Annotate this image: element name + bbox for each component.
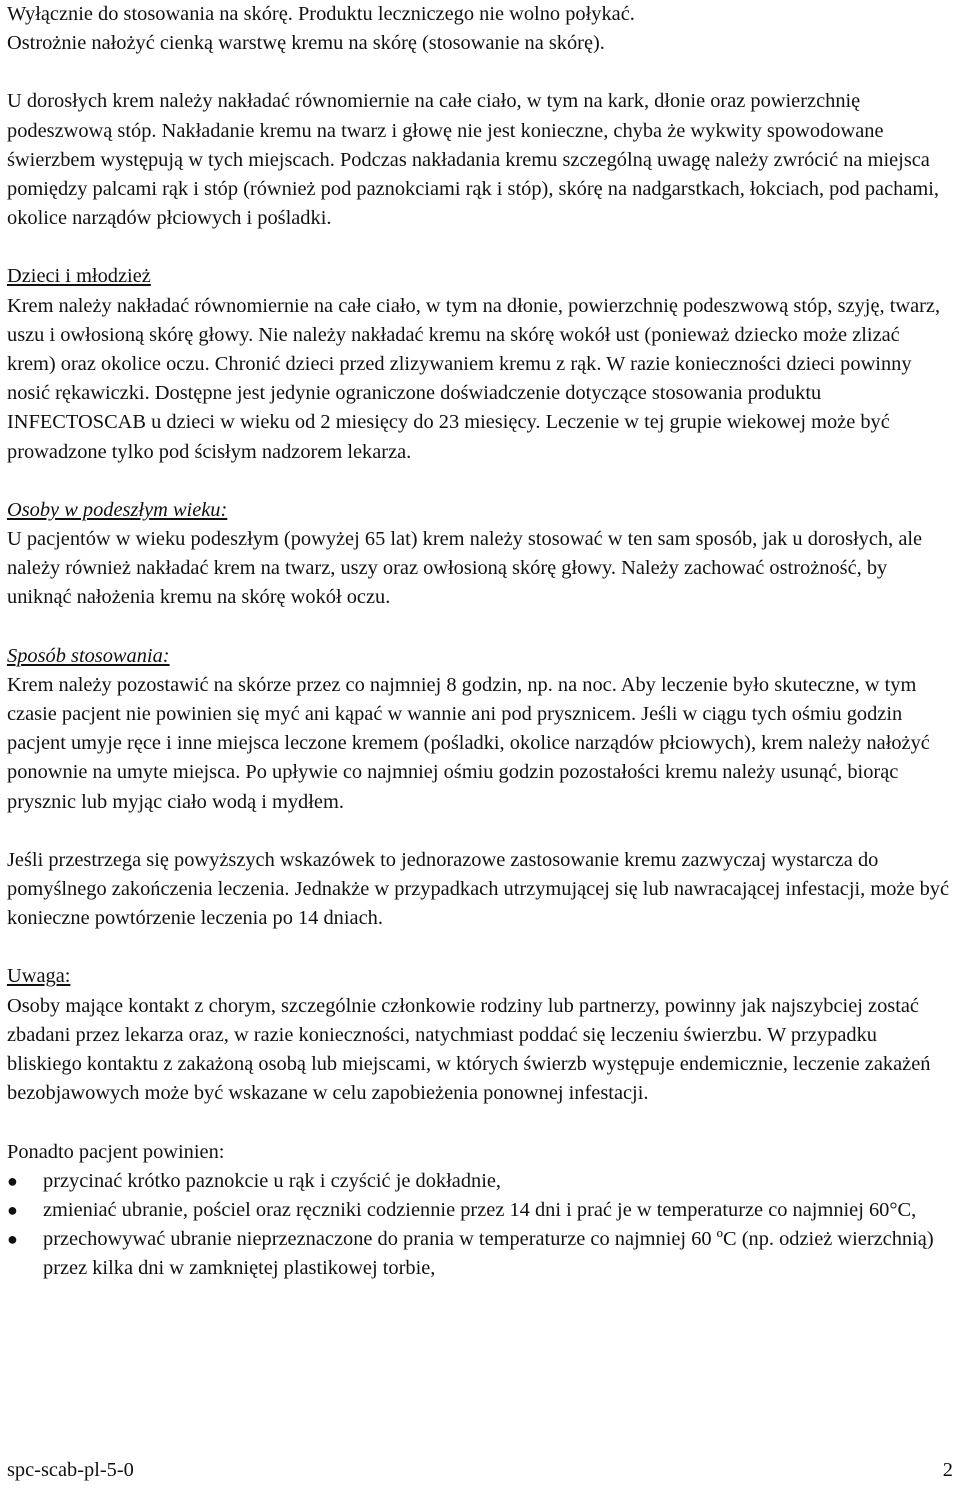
patient-instructions-list (7, 1167, 953, 1284)
list-item-text: przycinać krótko paznokcie u rąk i czyścić je dokładnie, (43, 1169, 502, 1192)
list-item-text: przechowywać ubranie nieprzeznaczone do prania w temperaturze co najmniej 60 ºC (np. odzież wierzchnią) przez kilka dni w zamkniętej plastikowej torbie, (43, 1228, 934, 1280)
administration-paragraph: Krem należy pozostawić na skórze przez co najmniej 8 godzin, np. na noc. Aby leczenie było skuteczne, w tym czasie pacjent nie powinien się myć ani kąpać w wannie ani pod prysznicem. Jeśli w ciągu tych ośmiu godzin pacjent umyje ręce i inne miejsca leczone kremem (pośladki, okolice narządów płciowych), krem należy nałożyć ponownie na umyte miejsca. Po upływie co najmniej ośmiu godzin pozostałości kremu należy usunąć, biorąc prysznic lub myjąc ciało wodą i mydłem. (7, 673, 930, 813)
list-item (7, 1167, 953, 1196)
list-item-text: zmieniać ubranie, pościel oraz ręczniki codziennie przez 14 dni i prać je w temperaturze co najmniej 60°C, (43, 1198, 917, 1221)
note-heading: Uwaga: (7, 965, 71, 988)
bullet-icon: ● (7, 1170, 18, 1191)
note-paragraph: Osoby mające kontakt z chorym, szczególnie członkowie rodziny lub partnerzy, powinny jak najszybciej zostać zbadani przez lekarza oraz, w razie konieczności, natychmiast poddać się leczeniu świerzbu. W przypadku bliskiego kontaktu z zakażoną osobą lub miejscami, w których świerzb występuje endemicznie, leczenie zakażeń bezobjawowych może być wskazane w celu zapobieżenia ponownej infestacji. (7, 994, 931, 1105)
repeat-treatment-paragraph: Jeśli przestrzega się powyższych wskazówek to jednorazowe zastosowanie kremu zazwyczaj wystarcza do pomyślnego zakończenia leczenia. Jednakże w przypadkach utrzymującej się lub nawracającej infestacji, może być konieczne powtórzenie leczenia po 14 dniach. (7, 848, 950, 930)
elderly-paragraph: U pacjentów w wieku podeszłym (powyżej 65 lat) krem należy stosować w ten sam sposób, jak u dorosłych, ale należy również nakładać krem na twarz, uszy oraz owłosioną skórę głowy. Należy zachować ostrożność, by uniknąć nałożenia kremu na skórę wokół oczu. (7, 528, 923, 609)
bullet-icon: ● (7, 1199, 18, 1220)
bullet-icon: ● (7, 1229, 18, 1250)
children-paragraph: Krem należy nakładać równomiernie na całe ciało, w tym na dłonie, powierzchnię podeszwową stóp, szyję, twarz, uszu i owłosioną skórę głowy. Nie należy nakładać kremu na skórę wokół ust (ponieważ dziecko może zlizać krem) oraz okolice oczu. Chronić dzieci przed zlizywaniem kremu z rąk. W razie konieczności dzieci powinny nosić rękawiczki. Dostępne jest jedynie ograniczone doświadczenie dotyczące stosowania produktu INFECTOSCAB u dzieci w wieku od 2 miesięcy do 23 miesięcy. Leczenie w tej grupie wiekowej może być prowadzone tylko pod ścisłym nadzorem lekarza. (7, 294, 941, 463)
adults-paragraph: U dorosłych krem należy nakładać równomiernie na całe ciało, w tym na kark, dłonie oraz powierzchnię podeszwową stóp. Nakładanie kremu na twarz i głowę nie jest konieczne, chyba że wykwity spowodowane świerzbem występują w tych miejscach. Podczas nakładania kremu szczególną uwagę należy zwrócić na miejsca pomiędzy palcami rąk i stóp (również pod paznokciami rąk i stóp), skórę na nadgarstkach, łokciach, pod pachami, okolice narządów płciowych i pośladki. (7, 90, 939, 230)
document-page (7, 0, 953, 1284)
list-item (7, 1225, 953, 1283)
warning-line-thin-layer: Ostrożnie nałożyć cienką warstwę kremu na skórę (stosowanie na skórę). (7, 32, 605, 55)
list-item (7, 1196, 953, 1225)
page-number: 2 (942, 1459, 953, 1481)
warning-line-oral: Wyłącznie do stosowania na skórę. Produktu leczniczego nie wolno połykać. (7, 3, 635, 25)
document-id: spc-scab-pl-5-0 (7, 1459, 134, 1481)
children-heading: Dzieci i młodzież (7, 265, 151, 288)
administration-heading: Sposób stosowania: (7, 644, 170, 667)
patient-intro: Ponadto pacjent powinien: (7, 1140, 225, 1163)
page-footer (7, 1456, 953, 1485)
elderly-heading: Osoby w podeszłym wieku: (7, 498, 228, 521)
